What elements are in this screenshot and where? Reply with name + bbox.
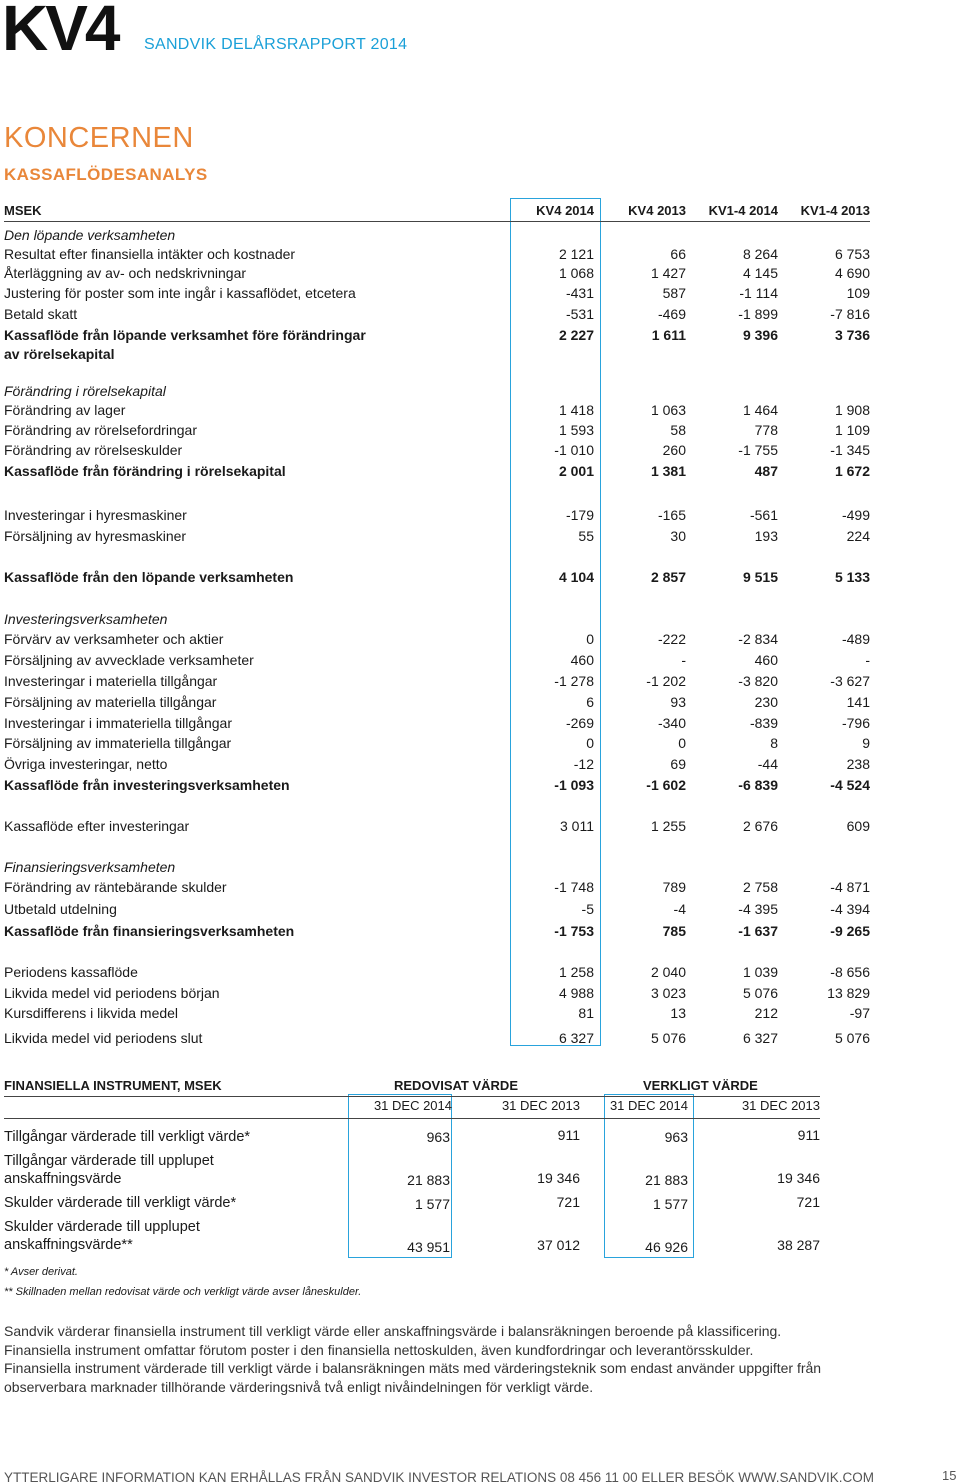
row-label: Utbetald utdelning bbox=[4, 901, 117, 917]
row-value: -5 bbox=[581, 901, 594, 917]
header-col: KV4 2014 bbox=[536, 203, 594, 218]
row-value bbox=[502, 858, 594, 877]
row-label: Investeringar i immateriella tillgångar bbox=[4, 715, 232, 731]
row-value: -1 755 bbox=[738, 442, 778, 458]
table-row bbox=[4, 878, 870, 897]
row-value: 1 593 bbox=[558, 422, 594, 438]
row-value: 212 bbox=[754, 1005, 778, 1021]
row-value: 193 bbox=[754, 528, 778, 544]
table-row bbox=[4, 421, 870, 440]
row-value: 487 bbox=[754, 463, 778, 479]
fin-row-value: 911 bbox=[557, 1127, 580, 1143]
fin-row-value: 46 926 bbox=[645, 1239, 688, 1255]
row-value: 778 bbox=[754, 422, 778, 438]
row-value: -4 395 bbox=[738, 901, 778, 917]
row-label: Försäljning av avvecklade verksamheter bbox=[4, 652, 254, 668]
table-row bbox=[4, 527, 870, 546]
row-value: 6 327 bbox=[558, 1030, 594, 1046]
row-value: 5 076 bbox=[742, 985, 778, 1001]
table-row bbox=[4, 922, 870, 941]
table-row bbox=[4, 326, 870, 364]
table-row bbox=[4, 900, 870, 919]
row-value: -3 627 bbox=[830, 673, 870, 689]
footnote-derivat: * Avser derivat. bbox=[4, 1266, 78, 1278]
divider bbox=[4, 1096, 820, 1097]
header-col: KV1-4 2014 bbox=[708, 203, 778, 218]
fin-row-value: 963 bbox=[664, 1129, 688, 1145]
row-value: 0 bbox=[586, 735, 594, 751]
row-value: 1 672 bbox=[834, 463, 870, 479]
row-value: -531 bbox=[565, 306, 594, 322]
table-row bbox=[4, 245, 870, 264]
row-value: 2 227 bbox=[558, 327, 594, 343]
row-label: Kassaflöde från löpande verksamhet före förändringar av rörelsekapital bbox=[4, 327, 366, 362]
table-row bbox=[4, 1029, 870, 1048]
row-label: Betald skatt bbox=[4, 306, 78, 322]
row-value: 3 736 bbox=[834, 327, 870, 343]
row-value: 1 908 bbox=[834, 402, 870, 418]
table-row bbox=[4, 382, 870, 401]
row-value: -7 816 bbox=[830, 306, 870, 322]
fin-row-value: 43 951 bbox=[407, 1239, 450, 1255]
row-value: -1 753 bbox=[554, 923, 594, 939]
row-value: 6 327 bbox=[742, 1030, 778, 1046]
row-value: 4 988 bbox=[558, 985, 594, 1001]
row-value: 2 040 bbox=[650, 964, 686, 980]
row-value: -165 bbox=[657, 507, 686, 523]
table-row bbox=[4, 755, 870, 774]
fin-date-col: 31 DEC 2013 bbox=[501, 1098, 580, 1113]
row-label: Försäljning av immateriella tillgångar bbox=[4, 735, 232, 751]
fin-row-value: 721 bbox=[796, 1194, 820, 1210]
row-label: Återläggning av av- och nedskrivningar bbox=[4, 265, 247, 281]
row-value: 30 bbox=[670, 528, 686, 544]
table-row bbox=[4, 984, 870, 1003]
divider bbox=[4, 1118, 820, 1119]
fin-group-reported: REDOVISAT VÄRDE bbox=[394, 1078, 518, 1093]
fin-row-label: Tillgångar värderade till upplupet anskaffningsvärde bbox=[4, 1153, 214, 1187]
fin-row-label: Skulder värderade till upplupet anskaffningsvärde** bbox=[4, 1219, 200, 1253]
fin-row-label: Skulder värderade till verkligt värde* bbox=[4, 1195, 237, 1211]
row-value: 1 063 bbox=[650, 402, 686, 418]
row-label: Kassaflöde från förändring i rörelsekapital bbox=[4, 463, 286, 479]
row-value: 2 758 bbox=[742, 879, 778, 895]
row-value bbox=[778, 858, 870, 877]
row-value: -269 bbox=[565, 715, 594, 731]
row-value bbox=[594, 610, 686, 629]
row-value: 141 bbox=[846, 694, 870, 710]
row-value: 609 bbox=[846, 818, 870, 834]
table-row bbox=[4, 226, 870, 245]
row-value: 93 bbox=[670, 694, 686, 710]
table-row bbox=[4, 651, 870, 670]
row-value: 1 109 bbox=[834, 422, 870, 438]
table-row bbox=[4, 963, 870, 982]
row-value: -1 748 bbox=[554, 879, 594, 895]
table-row bbox=[4, 734, 870, 753]
table-row bbox=[4, 858, 870, 877]
fin-row-value: 721 bbox=[556, 1194, 580, 1210]
fin-row-value: 19 346 bbox=[537, 1170, 580, 1186]
row-value bbox=[594, 858, 686, 877]
fin-row-value: 1 577 bbox=[414, 1196, 450, 1212]
table-row bbox=[4, 264, 870, 283]
cashflow-table-header bbox=[4, 198, 870, 222]
header-label: MSEK bbox=[4, 203, 42, 218]
row-value: 2 001 bbox=[558, 463, 594, 479]
fin-row-value: 963 bbox=[426, 1129, 450, 1145]
fin-row-value: 1 577 bbox=[652, 1196, 688, 1212]
row-value: 69 bbox=[670, 756, 686, 772]
row-value: 4 690 bbox=[834, 265, 870, 281]
row-value: 2 857 bbox=[650, 569, 686, 585]
fin-row-value: 38 287 bbox=[777, 1237, 820, 1253]
row-value: 66 bbox=[670, 246, 686, 262]
row-label: Periodens kassaflöde bbox=[4, 964, 138, 980]
row-value: -1 899 bbox=[738, 306, 778, 322]
row-value: 1 068 bbox=[558, 265, 594, 281]
table-row bbox=[4, 630, 870, 649]
row-value bbox=[778, 382, 870, 401]
row-value: -561 bbox=[749, 507, 778, 523]
row-value: -4 524 bbox=[830, 777, 870, 793]
row-value: -4 871 bbox=[830, 879, 870, 895]
row-value: -12 bbox=[573, 756, 594, 772]
row-value: - bbox=[681, 652, 686, 668]
row-label: Förändring av rörelseskulder bbox=[4, 442, 183, 458]
subsection-title: KASSAFLÖDESANALYS bbox=[4, 165, 208, 184]
row-value: 1 418 bbox=[558, 402, 594, 418]
row-value: -489 bbox=[841, 631, 870, 647]
row-label: Kassaflöde från finansieringsverksamheten bbox=[4, 923, 295, 939]
row-value bbox=[778, 610, 870, 629]
footnote-loans: ** Skillnaden mellan redovisat värde och verkligt värde avser låneskulder. bbox=[4, 1286, 362, 1298]
row-value: -1 010 bbox=[554, 442, 594, 458]
row-value: 1 381 bbox=[650, 463, 686, 479]
row-value: 9 515 bbox=[742, 569, 778, 585]
row-value: -44 bbox=[757, 756, 778, 772]
table-row bbox=[4, 305, 870, 324]
body-paragraph: Sandvik värderar finansiella instrument till verkligt värde eller anskaffningsvärde i balansräkningen beroende på klassificering. Finansiella instrument omfattar förutom poster i den finansiella nettoskulden, även kundfordringar och leverantörsskulder. Finansiella instrument värderade till verkligt värde i balansräkningen mäts med värderingsteknik som endast använder uppgifter från observerbara marknader tillhörande värderingsnivå två enligt nivåindelningen för verkligt värde. bbox=[4, 1323, 822, 1395]
row-value: -1 202 bbox=[646, 673, 686, 689]
row-value: -179 bbox=[565, 507, 594, 523]
row-value: -97 bbox=[849, 1005, 870, 1021]
row-value: 0 bbox=[678, 735, 686, 751]
row-value: 9 bbox=[862, 735, 870, 751]
row-value bbox=[778, 226, 870, 245]
row-label: Förändring av lager bbox=[4, 402, 126, 418]
row-label: Förändring av rörelsefordringar bbox=[4, 422, 197, 438]
row-label: Finansieringsverksamheten bbox=[4, 859, 176, 875]
row-value: 230 bbox=[754, 694, 778, 710]
table-row bbox=[4, 441, 870, 460]
row-value bbox=[686, 858, 778, 877]
row-value: 1 255 bbox=[650, 818, 686, 834]
row-label: Justering för poster som inte ingår i kassaflödet, etcetera bbox=[4, 285, 356, 301]
row-value: 8 264 bbox=[742, 246, 778, 262]
cashflow-table bbox=[4, 198, 870, 1046]
row-value: 6 753 bbox=[834, 246, 870, 262]
fin-row-label: Tillgångar värderade till verkligt värde* bbox=[4, 1129, 251, 1145]
row-value: -1 637 bbox=[738, 923, 778, 939]
table-row bbox=[4, 506, 870, 525]
fin-table-title: FINANSIELLA INSTRUMENT, MSEK bbox=[4, 1078, 222, 1093]
fin-row-value: 19 346 bbox=[777, 1170, 820, 1186]
row-label: Förvärv av verksamheter och aktier bbox=[4, 631, 224, 647]
table-row bbox=[4, 693, 870, 712]
row-value: 81 bbox=[578, 1005, 594, 1021]
row-value: -222 bbox=[657, 631, 686, 647]
row-value bbox=[502, 610, 594, 629]
row-label: Kassaflöde efter investeringar bbox=[4, 818, 190, 834]
row-value: 13 829 bbox=[827, 985, 870, 1001]
fin-row-value: 911 bbox=[797, 1127, 820, 1143]
row-value: -499 bbox=[841, 507, 870, 523]
row-label: Investeringar i hyresmaskiner bbox=[4, 507, 187, 523]
table-row bbox=[4, 568, 870, 587]
row-value: 1 464 bbox=[742, 402, 778, 418]
row-value: 0 bbox=[586, 631, 594, 647]
row-label: Förändring i rörelsekapital bbox=[4, 383, 166, 399]
row-value bbox=[594, 226, 686, 245]
row-value: 789 bbox=[662, 879, 686, 895]
fin-row-value: 21 883 bbox=[645, 1172, 688, 1188]
row-value: -9 265 bbox=[830, 923, 870, 939]
table-row bbox=[4, 462, 870, 481]
row-label: Kursdifferens i likvida medel bbox=[4, 1005, 179, 1021]
row-value: -3 820 bbox=[738, 673, 778, 689]
row-value: -340 bbox=[657, 715, 686, 731]
fin-date-col: 31 DEC 2013 bbox=[741, 1098, 820, 1113]
row-value: 1 427 bbox=[650, 265, 686, 281]
row-label: Likvida medel vid periodens slut bbox=[4, 1030, 203, 1046]
row-value bbox=[502, 382, 594, 401]
row-value: 3 023 bbox=[650, 985, 686, 1001]
row-label: Försäljning av hyresmaskiner bbox=[4, 528, 187, 544]
header-col: KV1-4 2013 bbox=[800, 203, 870, 218]
row-value: 8 bbox=[770, 735, 778, 751]
footer-text: YTTERLIGARE INFORMATION KAN ERHÅLLAS FRÅN SANDVIK INVESTOR RELATIONS 08 456 11 00 ELLER BESÖK WWW.SANDVIK.COM bbox=[4, 1470, 874, 1484]
row-value: 238 bbox=[846, 756, 870, 772]
fin-group-fair: VERKLIGT VÄRDE bbox=[643, 1078, 758, 1093]
row-value: -839 bbox=[749, 715, 778, 731]
row-value: -6 839 bbox=[738, 777, 778, 793]
header-col: KV4 2013 bbox=[628, 203, 686, 218]
row-value: 58 bbox=[670, 422, 686, 438]
fin-row-value: 21 883 bbox=[407, 1172, 450, 1188]
fin-date-col: 31 DEC 2014 bbox=[373, 1098, 452, 1113]
row-label: Förändring av räntebärande skulder bbox=[4, 879, 227, 895]
row-value: -4 bbox=[673, 901, 686, 917]
table-row bbox=[4, 610, 870, 629]
row-value: -796 bbox=[841, 715, 870, 731]
row-value: 2 121 bbox=[558, 246, 594, 262]
table-row bbox=[4, 714, 870, 733]
row-label: Investeringsverksamheten bbox=[4, 611, 168, 627]
fin-date-col: 31 DEC 2014 bbox=[609, 1098, 688, 1113]
row-value: -1 345 bbox=[830, 442, 870, 458]
page-number: 15 bbox=[942, 1468, 957, 1483]
row-value: 260 bbox=[662, 442, 686, 458]
row-value: - bbox=[865, 652, 870, 668]
row-label: Kassaflöde från investeringsverksamheten bbox=[4, 777, 290, 793]
table-row bbox=[4, 401, 870, 420]
section-title: KONCERNEN bbox=[4, 122, 194, 154]
row-value: 6 bbox=[586, 694, 594, 710]
table-row bbox=[4, 817, 870, 836]
row-value: 4 104 bbox=[558, 569, 594, 585]
row-value: 5 076 bbox=[834, 1030, 870, 1046]
row-value: -431 bbox=[565, 285, 594, 301]
row-value: 785 bbox=[662, 923, 686, 939]
row-value bbox=[686, 226, 778, 245]
row-value: 9 396 bbox=[742, 327, 778, 343]
row-value: -2 834 bbox=[738, 631, 778, 647]
fin-row-value: 37 012 bbox=[537, 1237, 580, 1253]
row-value: 13 bbox=[670, 1005, 686, 1021]
row-value bbox=[502, 226, 594, 245]
row-value: -4 394 bbox=[830, 901, 870, 917]
row-label: Kassaflöde från den löpande verksamheten bbox=[4, 569, 294, 585]
table-row bbox=[4, 776, 870, 795]
row-value: 55 bbox=[578, 528, 594, 544]
row-label: Den löpande verksamheten bbox=[4, 227, 176, 243]
table-row bbox=[4, 672, 870, 691]
row-value: 1 258 bbox=[558, 964, 594, 980]
row-value: -469 bbox=[657, 306, 686, 322]
row-value: -1 278 bbox=[554, 673, 594, 689]
quarter-label: KV4 bbox=[2, 0, 118, 64]
row-value bbox=[594, 382, 686, 401]
row-value: 3 011 bbox=[560, 818, 594, 834]
table-row bbox=[4, 1004, 870, 1023]
row-value: 109 bbox=[846, 285, 870, 301]
row-value: 587 bbox=[662, 285, 686, 301]
row-value: 4 145 bbox=[742, 265, 778, 281]
row-value: 5 076 bbox=[650, 1030, 686, 1046]
row-value: 2 676 bbox=[742, 818, 778, 834]
row-value bbox=[686, 382, 778, 401]
row-value: -8 656 bbox=[830, 964, 870, 980]
row-value: 1 611 bbox=[651, 327, 686, 343]
row-label: Likvida medel vid periodens början bbox=[4, 985, 220, 1001]
report-title: SANDVIK DELÅRSRAPPORT 2014 bbox=[144, 36, 408, 53]
row-label: Försäljning av materiella tillgångar bbox=[4, 694, 217, 710]
row-value: 1 039 bbox=[742, 964, 778, 980]
row-label: Övriga investeringar, netto bbox=[4, 756, 168, 772]
row-label: Investeringar i materiella tillgångar bbox=[4, 673, 218, 689]
row-value: 224 bbox=[846, 528, 870, 544]
row-label: Resultat efter finansiella intäkter och kostnader bbox=[4, 246, 296, 262]
table-row bbox=[4, 284, 870, 303]
row-value bbox=[686, 610, 778, 629]
row-value: -1 093 bbox=[554, 777, 594, 793]
row-value: -1 114 bbox=[739, 285, 778, 301]
row-value: 460 bbox=[570, 652, 594, 668]
row-value: -1 602 bbox=[646, 777, 686, 793]
row-value: 5 133 bbox=[834, 569, 870, 585]
row-value: 460 bbox=[754, 652, 778, 668]
